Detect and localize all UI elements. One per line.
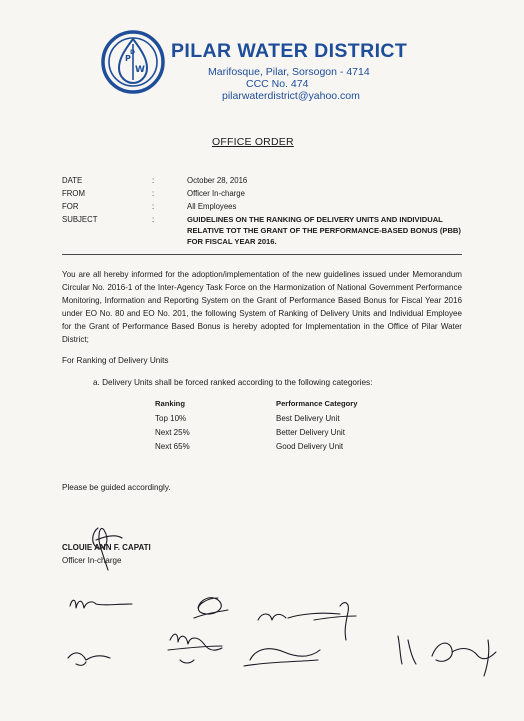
signatory-name: CLOUIE ANN F. CAPATI — [62, 543, 151, 552]
section-subheading: For Ranking of Delivery Units — [62, 356, 169, 365]
organization-email: pilarwaterdistrict@yahoo.com — [222, 90, 360, 102]
closing-line: Please be guided accordingly. — [62, 483, 171, 492]
table-cell: Top 10% — [155, 414, 187, 423]
table-cell: Next 25% — [155, 428, 190, 437]
table-header-ranking: Ranking — [155, 399, 185, 408]
svg-text:W: W — [135, 65, 145, 75]
subject-label: SUBJECT — [62, 215, 98, 224]
organization-address: Marifosque, Pilar, Sorsogon - 4714 — [208, 66, 370, 78]
subject-colon: : — [152, 215, 155, 224]
list-item-a: a. Delivery Units shall be forced ranked according to the following categories: — [93, 378, 373, 387]
date-label: DATE — [62, 176, 83, 185]
for-value: All Employees — [187, 202, 237, 211]
header-divider — [62, 254, 462, 255]
organization-ccc: CCC No. 474 — [246, 78, 309, 90]
table-cell: Next 65% — [155, 442, 190, 451]
from-colon: : — [152, 189, 155, 198]
from-label: FROM — [62, 189, 85, 198]
document-title: OFFICE ORDER — [212, 136, 294, 148]
organization-name: PILAR WATER DISTRICT — [171, 40, 408, 62]
date-value: October 28, 2016 — [187, 176, 248, 185]
for-colon: : — [152, 202, 155, 211]
for-label: FOR — [62, 202, 79, 211]
water-district-logo-icon — [101, 30, 165, 94]
signatory-title: Officer In-charge — [62, 556, 122, 565]
table-cell: Best Delivery Unit — [276, 414, 340, 423]
date-colon: : — [152, 176, 155, 185]
svg-text:D: D — [130, 49, 135, 56]
from-value: Officer In-charge — [187, 189, 245, 198]
svg-text:P: P — [125, 54, 131, 63]
body-paragraph: You are all hereby informed for the adoption/implementation of the new guidelines issued under Memorandum Circular No. 2016-1 of the Inter-Agency Task Force on the Harmonization of National Government Performance Monitoring, Information and Reporting System on the Grant of Performance Based Bonus for Fiscal Year 2016 under EO No. 80 and EO No. 201, the following System of Ranking of Delivery Units and Individual Employee for the Grant of Performance Based Bonus is hereby adopted for Implementation in the Office of Pilar Water District; — [62, 270, 462, 345]
table-cell: Better Delivery Unit — [276, 428, 345, 437]
table-cell: Good Delivery Unit — [276, 442, 344, 451]
subject-value: GUIDELINES ON THE RANKING OF DELIVERY UNITS AND INDIVIDUAL RELATIVE TOT THE GRANT OF THE PERFORMANCE-BASED BONUS (PBB) FOR FISCAL YEAR 2016. — [187, 215, 461, 247]
table-header-category: Performance Category — [276, 399, 358, 408]
